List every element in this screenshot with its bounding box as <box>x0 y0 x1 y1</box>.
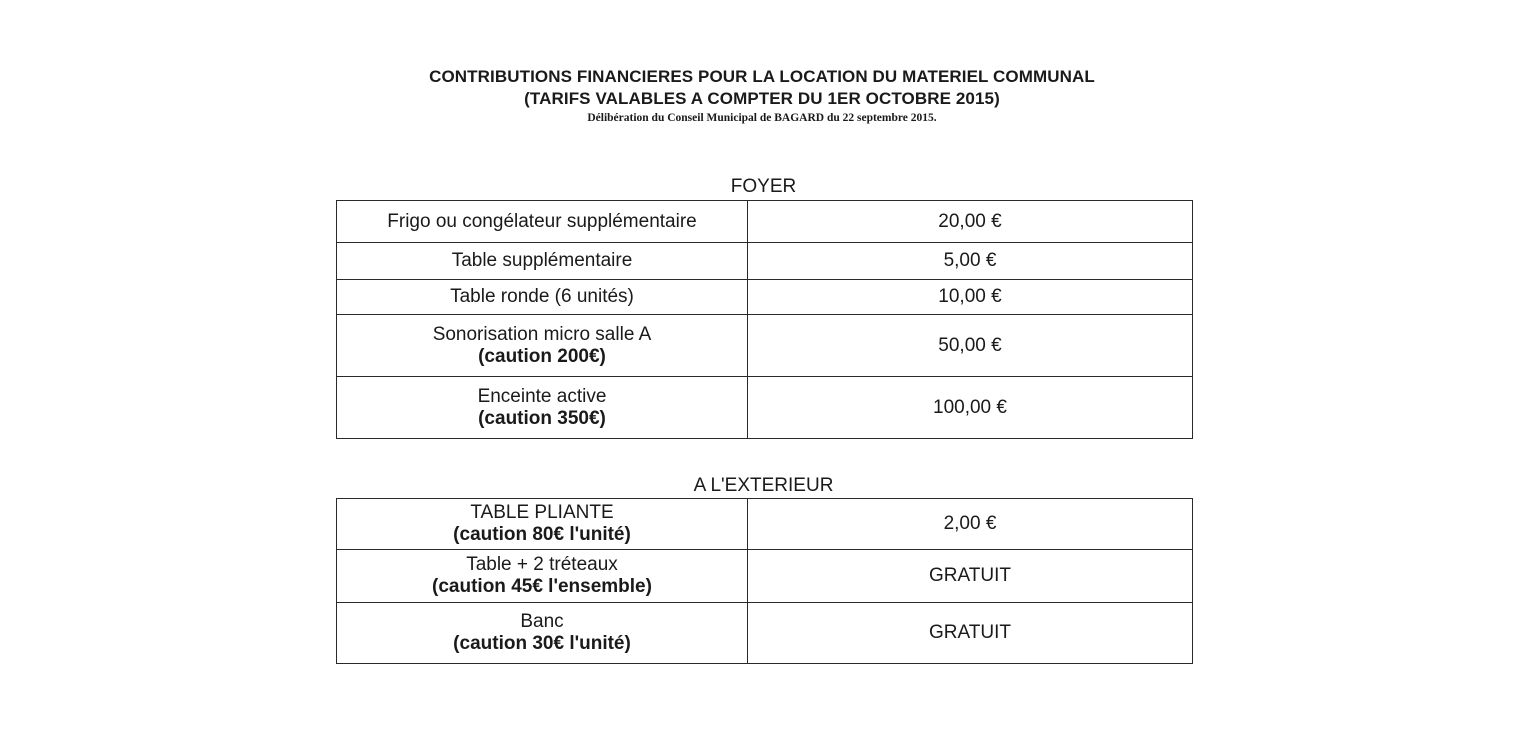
caution-label: (caution 45€ l'ensemble) <box>432 576 652 597</box>
price-cell: 2,00 € <box>748 499 1193 550</box>
item-cell <box>337 377 748 439</box>
price-cell: 20,00 € <box>748 201 1193 243</box>
caution-label: (caution 80€ l'unité) <box>453 524 631 545</box>
item-label: Sonorisation micro salle A <box>432 323 652 345</box>
document-header <box>0 66 1524 125</box>
caution-label: (caution 30€ l'unité) <box>453 633 631 654</box>
table-row <box>337 315 1193 377</box>
item-label: Table ronde (6 unités) <box>450 286 634 307</box>
price-cell: 5,00 € <box>748 243 1193 280</box>
price-cell: 100,00 € <box>748 377 1193 439</box>
exterieur-section-title: A L'EXTERIEUR <box>693 475 834 496</box>
table-row <box>337 499 1193 550</box>
item-cell <box>337 243 748 280</box>
document-validity-subtitle: (TARIFS VALABLES A COMPTER DU 1ER OCTOBRE 2015) <box>524 89 1000 108</box>
item-label: Banc <box>520 611 564 632</box>
item-label: Table + 2 tréteaux <box>466 554 618 575</box>
item-cell <box>337 499 748 550</box>
table-row <box>337 201 1193 243</box>
item-cell <box>337 280 748 315</box>
deliberation-note: Délibération du Conseil Municipal de BAGARD du 22 septembre 2015. <box>587 112 937 124</box>
item-cell <box>337 550 748 603</box>
price-cell: 10,00 € <box>748 280 1193 315</box>
item-cell <box>337 201 748 243</box>
item-label: TABLE PLIANTE <box>470 502 614 523</box>
caution-label: (caution 350€) <box>478 407 606 429</box>
price-cell: GRATUIT <box>748 603 1193 664</box>
exterieur-price-table <box>336 498 1193 664</box>
table-row <box>337 550 1193 603</box>
price-cell: 50,00 € <box>748 315 1193 377</box>
item-label: Table supplémentaire <box>451 250 633 271</box>
table-row <box>337 280 1193 315</box>
foyer-price-table <box>336 200 1193 439</box>
price-cell: GRATUIT <box>748 550 1193 603</box>
caution-label: (caution 200€) <box>478 345 606 367</box>
item-cell <box>337 315 748 377</box>
item-label: Enceinte active <box>477 385 607 407</box>
foyer-section-title: FOYER <box>730 176 797 197</box>
table-row <box>337 377 1193 439</box>
item-label: Frigo ou congélateur supplémentaire <box>387 210 697 232</box>
table-row <box>337 243 1193 280</box>
table-row <box>337 603 1193 664</box>
document-title: CONTRIBUTIONS FINANCIERES POUR LA LOCATION DU MATERIEL COMMUNAL <box>429 67 1095 86</box>
item-cell <box>337 603 748 664</box>
